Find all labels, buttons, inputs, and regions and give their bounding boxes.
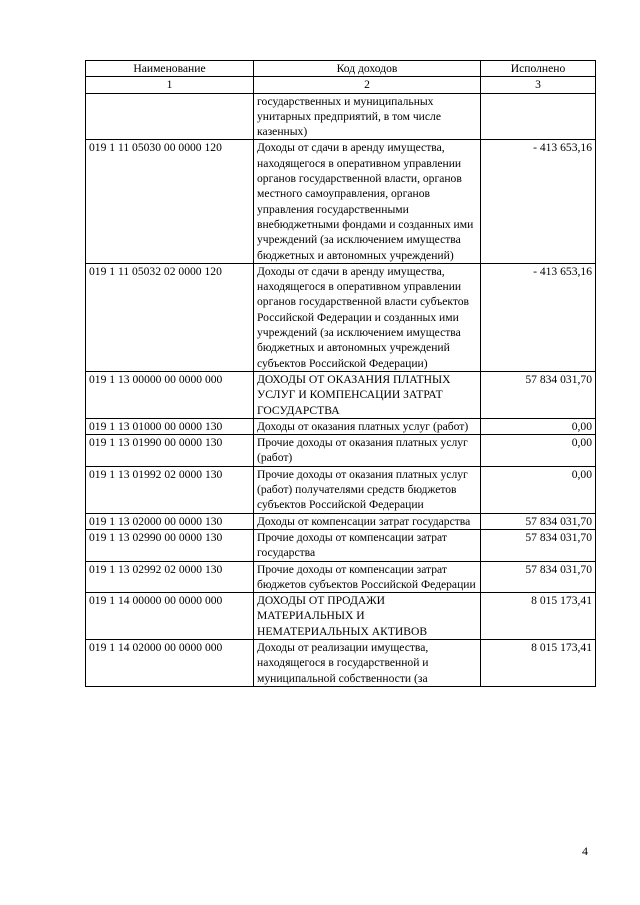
row-amount: 57 834 031,70 bbox=[481, 371, 596, 418]
row-description: Доходы от компенсации затрат государства bbox=[254, 513, 481, 529]
header-name: Наименование bbox=[86, 61, 254, 77]
row-code: 019 1 14 00000 00 0000 000 bbox=[86, 593, 254, 640]
row-amount: 0,00 bbox=[481, 435, 596, 467]
table-row bbox=[86, 371, 596, 418]
table-row bbox=[86, 593, 596, 640]
table-row bbox=[86, 529, 596, 561]
row-code: 019 1 13 01990 00 0000 130 bbox=[86, 435, 254, 467]
row-amount: 57 834 031,70 bbox=[481, 561, 596, 593]
column-number-2: 2 bbox=[254, 77, 481, 93]
row-description: Прочие доходы от оказания платных услуг (работ) bbox=[254, 435, 481, 467]
row-code: 019 1 13 00000 00 0000 000 bbox=[86, 371, 254, 418]
column-number-row bbox=[86, 77, 596, 93]
row-amount: 57 834 031,70 bbox=[481, 529, 596, 561]
header-executed: Исполнено bbox=[481, 61, 596, 77]
row-amount: 8 015 173,41 bbox=[481, 639, 596, 686]
row-description: Доходы от сдачи в аренду имущества, находящегося в оперативном управлении органов государственной власти субъектов Российской Федерации и созданных ими учреждений (за исключением имущества бюджетных и автономных учреждений субъектов Российской Федерации) bbox=[254, 263, 481, 371]
row-code: 019 1 13 01000 00 0000 130 bbox=[86, 418, 254, 434]
row-description: Доходы от реализации имущества, находящегося в государственной и муниципальной собственности (за bbox=[254, 639, 481, 686]
row-amount: - 413 653,16 bbox=[481, 140, 596, 263]
table-row bbox=[86, 263, 596, 371]
table-row bbox=[86, 93, 596, 140]
row-code: 019 1 14 02000 00 0000 000 bbox=[86, 639, 254, 686]
table-row bbox=[86, 639, 596, 686]
table-row bbox=[86, 466, 596, 513]
row-description: Прочие доходы от компенсации затрат государства bbox=[254, 529, 481, 561]
row-description: ДОХОДЫ ОТ ОКАЗАНИЯ ПЛАТНЫХ УСЛУГ И КОМПЕНСАЦИИ ЗАТРАТ ГОСУДАРСТВА bbox=[254, 371, 481, 418]
table-header-row bbox=[86, 61, 596, 77]
row-code: 019 1 11 05030 00 0000 120 bbox=[86, 140, 254, 263]
column-number-1: 1 bbox=[86, 77, 254, 93]
table-row bbox=[86, 418, 596, 434]
row-description: государственных и муниципальных унитарных предприятий, в том числе казенных) bbox=[254, 93, 481, 140]
row-amount: - 413 653,16 bbox=[481, 263, 596, 371]
header-code: Код доходов bbox=[254, 61, 481, 77]
row-amount: 0,00 bbox=[481, 466, 596, 513]
row-description: ДОХОДЫ ОТ ПРОДАЖИ МАТЕРИАЛЬНЫХ И НЕМАТЕРИАЛЬНЫХ АКТИВОВ bbox=[254, 593, 481, 640]
row-description: Доходы от оказания платных услуг (работ) bbox=[254, 418, 481, 434]
row-description: Доходы от сдачи в аренду имущества, находящегося в оперативном управлении органов государственной власти, органов местного самоуправления, органов управления государственными внебюджетными фондами и созданных ими учреждений (за исключением имущества бюджетных и автономных учреждений) bbox=[254, 140, 481, 263]
row-code: 019 1 13 01992 02 0000 130 bbox=[86, 466, 254, 513]
row-description: Прочие доходы от компенсации затрат бюджетов субъектов Российской Федерации bbox=[254, 561, 481, 593]
row-code: 019 1 11 05032 02 0000 120 bbox=[86, 263, 254, 371]
row-code: 019 1 13 02992 02 0000 130 bbox=[86, 561, 254, 593]
row-amount: 0,00 bbox=[481, 418, 596, 434]
row-amount bbox=[481, 93, 596, 140]
row-amount: 8 015 173,41 bbox=[481, 593, 596, 640]
revenue-table bbox=[85, 60, 596, 687]
table-row bbox=[86, 435, 596, 467]
column-number-3: 3 bbox=[481, 77, 596, 93]
row-code bbox=[86, 93, 254, 140]
row-description: Прочие доходы от оказания платных услуг (работ) получателями средств бюджетов субъектов Российской Федерации bbox=[254, 466, 481, 513]
table-row bbox=[86, 561, 596, 593]
page-number: 4 bbox=[582, 844, 588, 858]
row-code: 019 1 13 02000 00 0000 130 bbox=[86, 513, 254, 529]
table-row bbox=[86, 513, 596, 529]
row-code: 019 1 13 02990 00 0000 130 bbox=[86, 529, 254, 561]
row-amount: 57 834 031,70 bbox=[481, 513, 596, 529]
table-row bbox=[86, 140, 596, 263]
